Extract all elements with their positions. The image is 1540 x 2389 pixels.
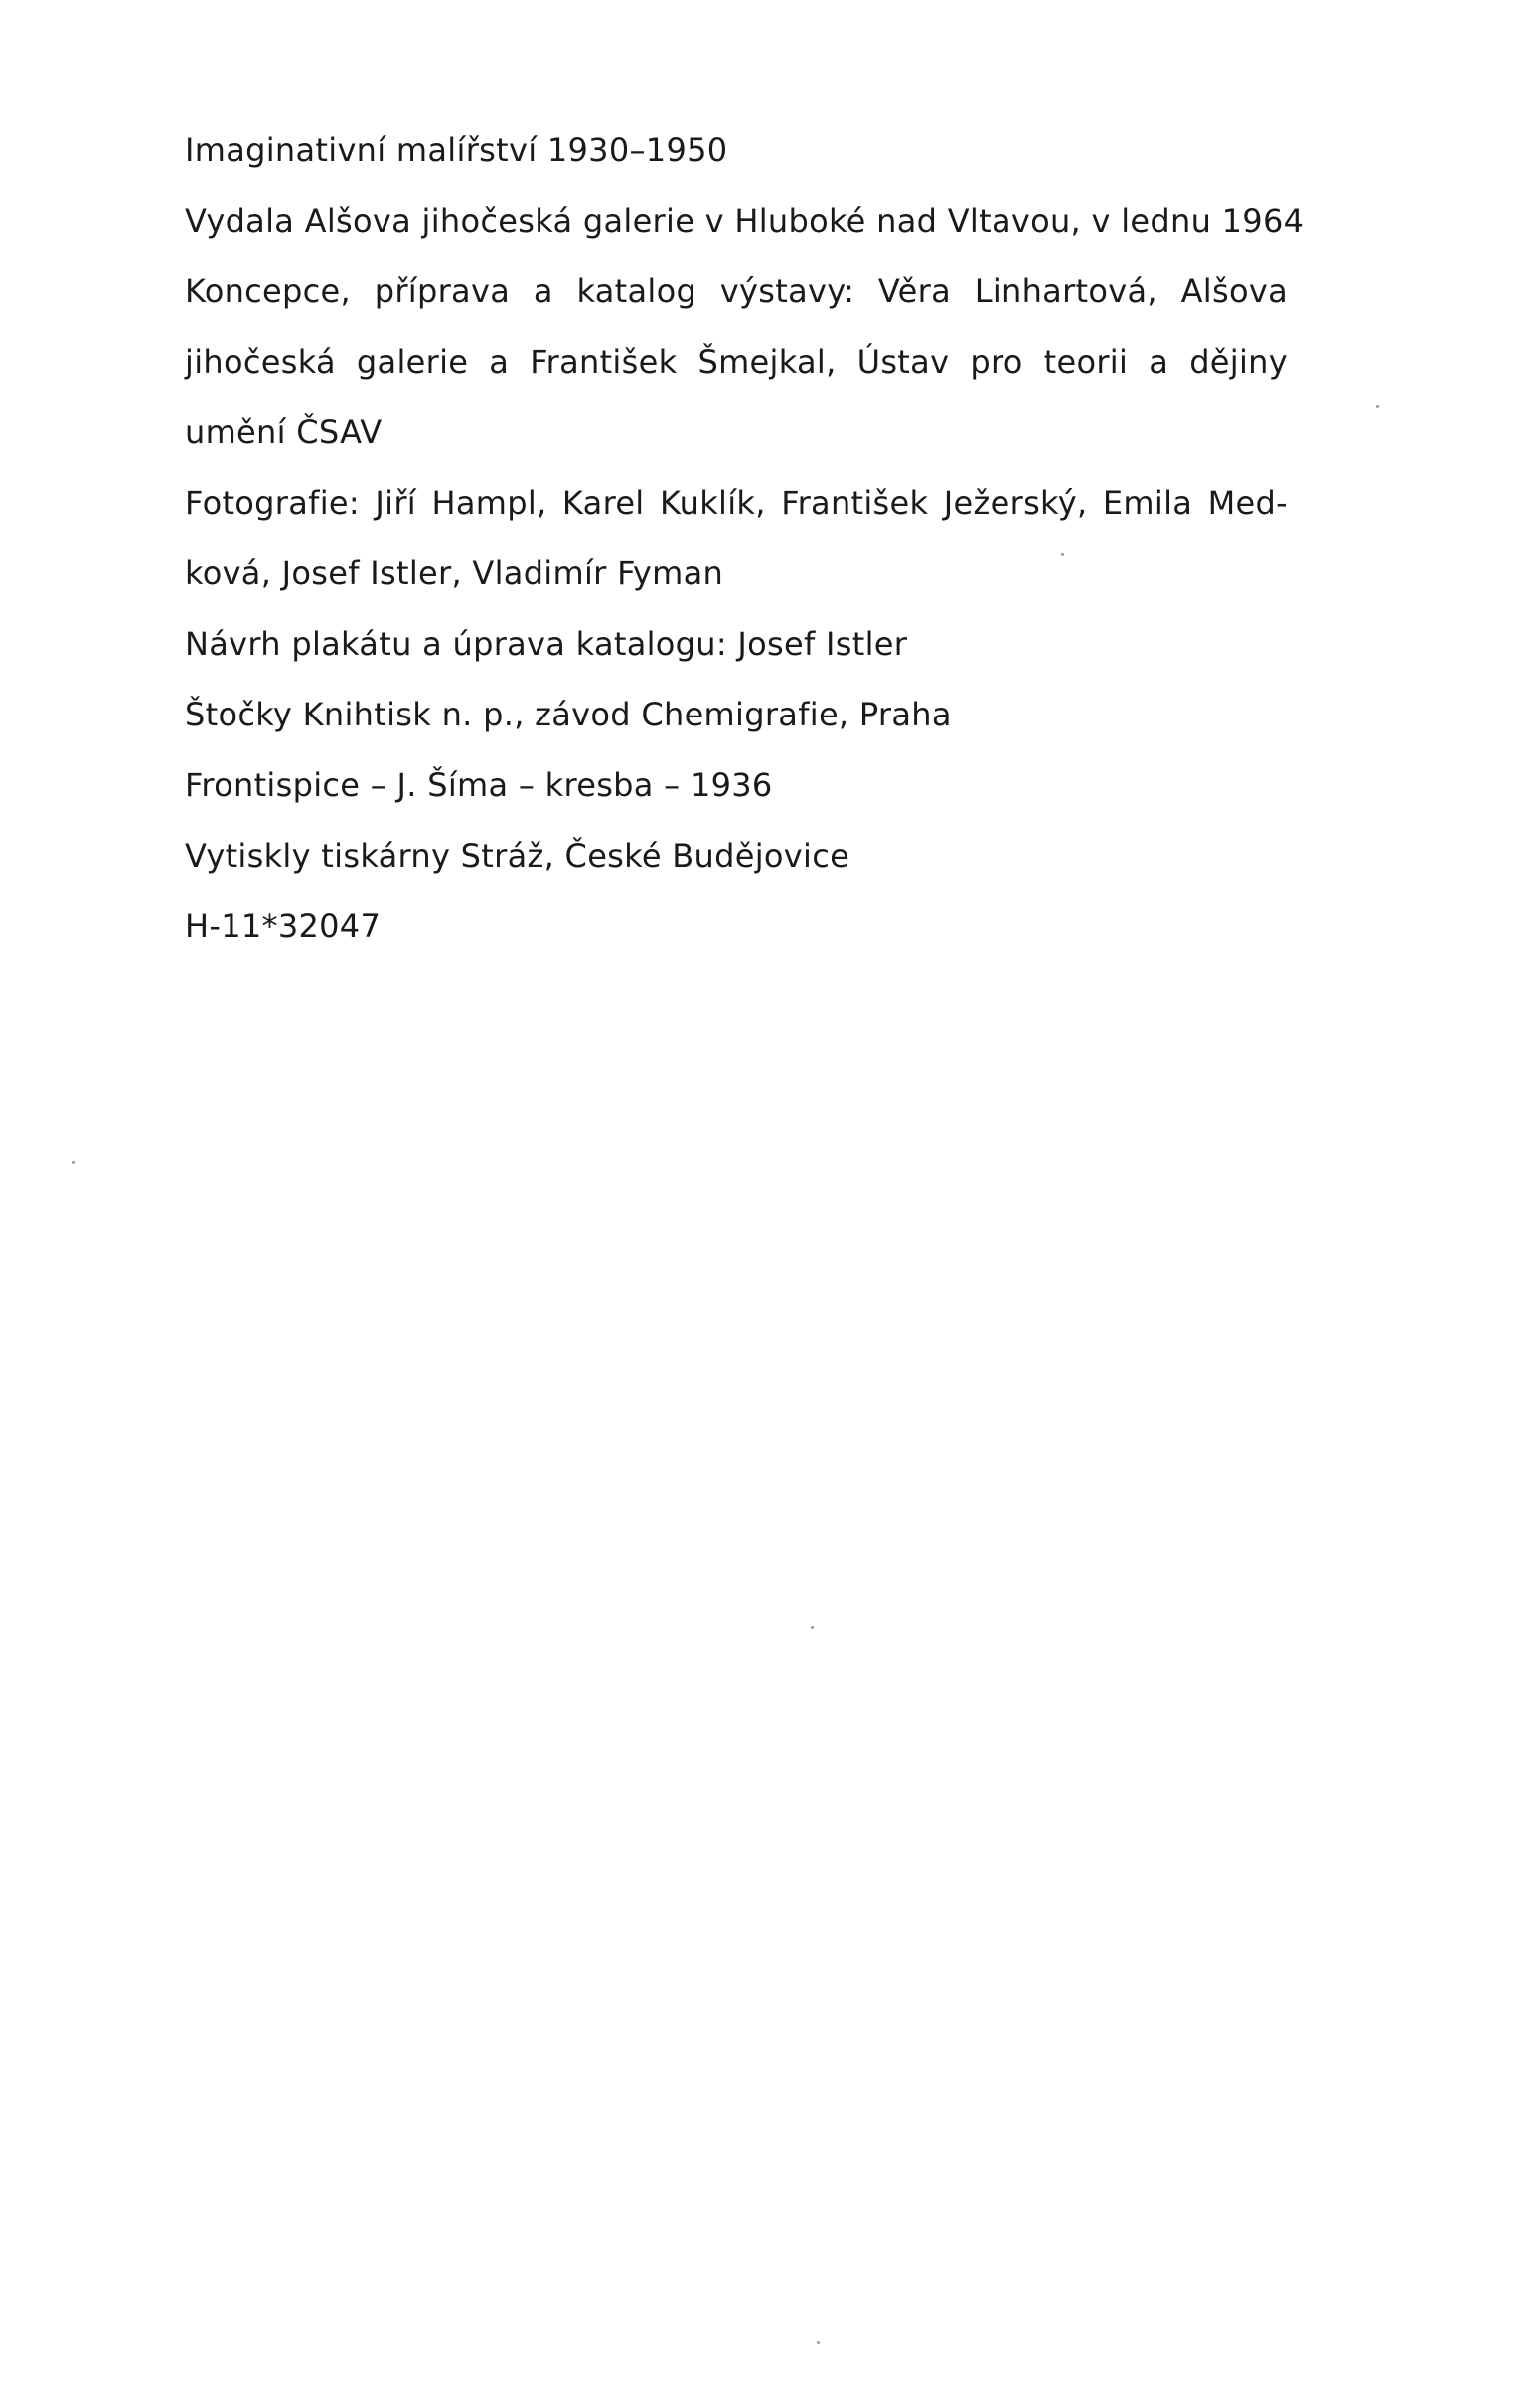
publisher-line: Vydala Alšova jihočeská galerie v Hluboké nad Vltavou, v lednu 1964: [185, 202, 1305, 239]
colophon-text-block: [185, 115, 1305, 962]
scan-speck: [1061, 553, 1064, 556]
scan-speck: [811, 1626, 814, 1629]
frontispiece-line: Frontispice – J. Šíma – kresba – 1936: [185, 766, 773, 804]
catalog-number-line: H-11*32047: [185, 907, 382, 945]
printing-plates-line: Štočky Knihtisk n. p., závod Chemigrafie, Praha: [185, 696, 952, 733]
poster-design-line: Návrh plakátu a úprava katalogu: Josef Istler: [185, 625, 908, 663]
catalog-title-line: Imaginativní malířství 1930–1950: [185, 131, 728, 169]
printer-line: Vytiskly tiskárny Stráž, České Budějovice: [185, 837, 850, 875]
scan-speck: [72, 1161, 75, 1164]
photography-line-2: ková, Josef Istler, Vladimír Fyman: [185, 555, 724, 592]
scan-speck: [817, 2341, 820, 2344]
photography-line-1: Fotografie: Jiří Hampl, Karel Kuklík, František Ježerský, Emila Med-: [185, 484, 1288, 522]
concept-line-1: Koncepce, příprava a katalog výstavy: Věra Linhartová, Alšova: [185, 272, 1288, 310]
scan-speck: [1376, 405, 1379, 408]
concept-line-3: umění ČSAV: [185, 413, 383, 451]
concept-line-2: jihočeská galerie a František Šmejkal, Ústav pro teorii a dějiny: [185, 343, 1288, 381]
